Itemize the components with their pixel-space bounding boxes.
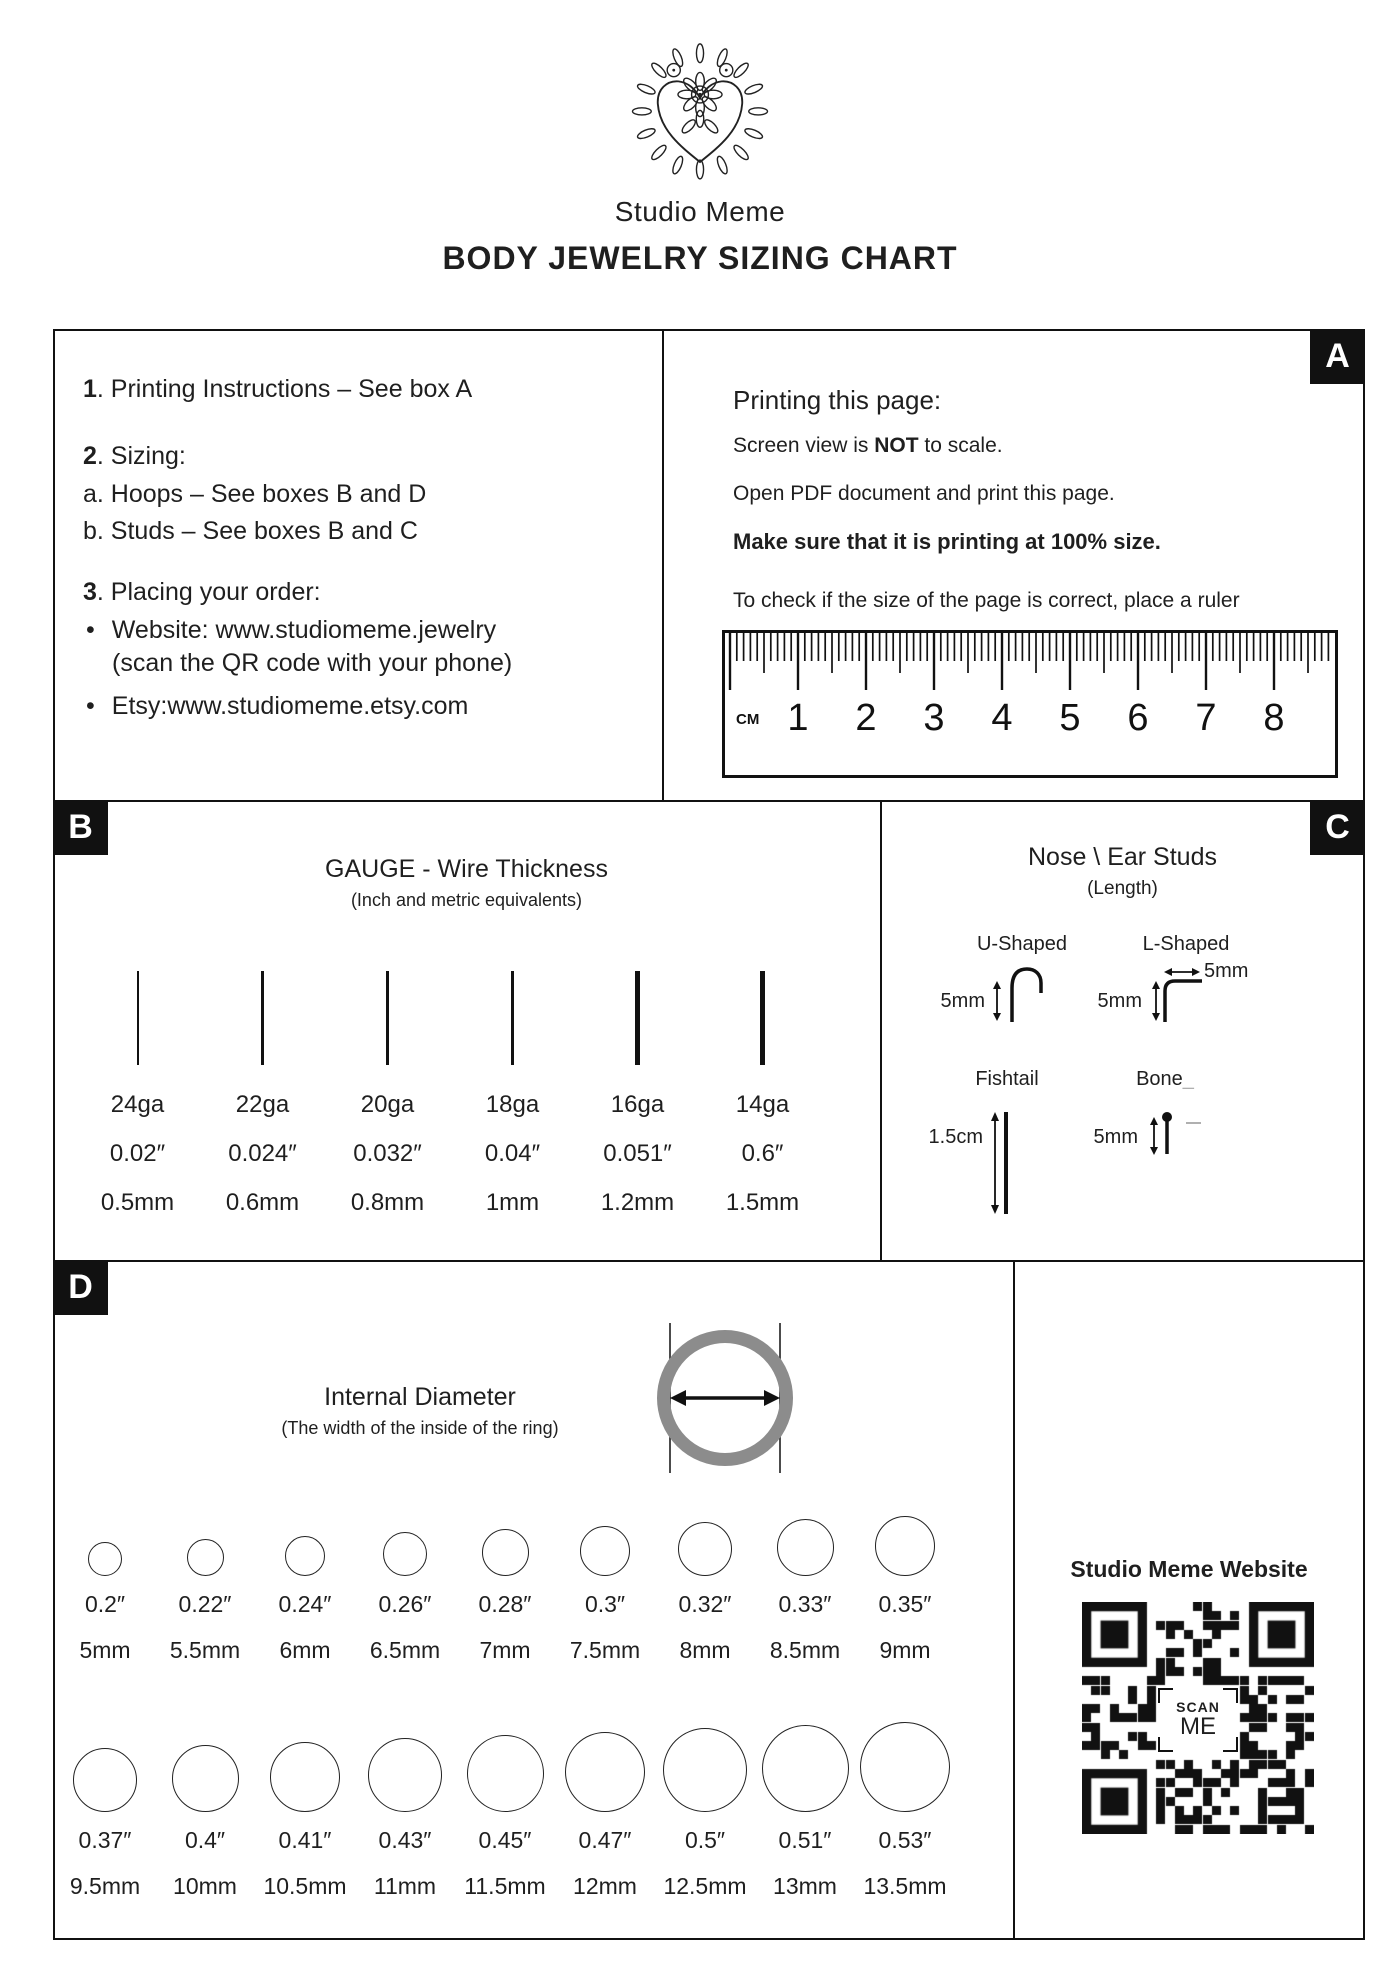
hoop-circle [383,1532,427,1576]
hoop-circle [73,1748,137,1812]
diameter-item [855,1720,955,1900]
diameter-item [755,1514,855,1664]
grid-divider-horizontal [53,1260,1365,1262]
diameter-inch-label: 0.26″ [378,1591,432,1617]
ruler-number: 4 [991,697,1013,739]
diameter-mm-label: 9.5mm [69,1873,141,1899]
hoop-circle [580,1526,630,1576]
measure-arrow-icon [991,981,1003,1021]
l-shaped-top-length: 5mm [1204,960,1249,982]
box-a-check-line-1: To check if the size of the page is correct, place a ruler [733,589,1240,612]
website-bullet-note: (scan the QR code with your phone) [112,649,513,677]
diameter-mm-label: 12.5mm [663,1873,747,1899]
box-c-subtitle: (Length) [1087,878,1158,899]
gauge-wire-line [386,971,389,1065]
diameter-item [755,1720,855,1900]
diameter-item [355,1720,455,1900]
diameter-item [55,1514,155,1664]
diameter-inch-label: 0.22″ [178,1591,232,1617]
diameter-mm-label: 6.5mm [369,1637,441,1663]
diameter-item [855,1514,955,1664]
instruction-item-2b: b. Studs – See boxes B and C [83,517,418,545]
l-shaped-stud-icon [1160,976,1208,1022]
box-a-label: A [1310,329,1365,384]
gauge-size-label: 16ga [610,1091,665,1118]
gauge-column [75,971,200,1217]
internal-diameter-ring-diagram [650,1318,810,1478]
qr-code [1082,1602,1314,1834]
fishtail-length: 1.5cm [928,1126,983,1148]
gauge-wire-line [261,971,264,1065]
hoop-circle [482,1529,529,1576]
hoop-circle [368,1738,442,1812]
hoop-circle [565,1732,645,1812]
grid-divider-horizontal [53,800,1365,802]
gauge-mm-label: 0.6mm [225,1189,300,1216]
diameter-mm-label: 11mm [373,1873,437,1899]
gauge-wire-line [635,971,640,1065]
diameter-mm-label: 12mm [573,1873,637,1899]
instruction-item-3: 3. Placing your order: [83,578,321,606]
hoop-circle [860,1722,950,1812]
instruction-item-2: 2. Sizing: [83,442,186,470]
diameter-item [555,1514,655,1664]
diameter-item [655,1514,755,1664]
diameter-item [155,1720,255,1900]
ruler-sample [722,630,1338,778]
bracket-corner-icon [1223,1737,1238,1752]
scan-me-text-bottom: ME [1180,1713,1216,1740]
diameter-mm-label: 9mm [879,1637,931,1663]
diameter-inch-label: 0.5″ [684,1827,726,1853]
box-a-open-line: Open PDF document and print this page. [733,482,1115,505]
diameter-item [455,1514,555,1664]
u-shaped-label: U-Shaped [976,933,1068,955]
diameter-inch-label: 0.32″ [678,1591,732,1617]
diameter-inch-label: 0.35″ [878,1591,932,1617]
gauge-size-label: 14ga [735,1091,790,1118]
ruler-number: 6 [1127,697,1149,739]
diameter-inch-label: 0.47″ [578,1827,632,1853]
diameter-mm-label: 6mm [279,1637,331,1663]
u-shaped-stud-icon [1008,966,1046,1024]
box-d-subtitle: (The width of the inside of the ring) [281,1418,559,1438]
hoop-circle [663,1728,747,1812]
diameter-item [355,1514,455,1664]
gauge-mm-label: 1mm [485,1189,540,1216]
gauge-inch-label: 0.051″ [603,1140,672,1167]
hoop-circle [467,1735,544,1812]
diameter-mm-label: 10mm [173,1873,237,1899]
scan-me-text-top: SCAN [1176,1699,1220,1715]
ruler-number: 1 [787,697,809,739]
hoop-circle [187,1539,224,1576]
diameter-inch-label: 0.4″ [184,1827,226,1853]
instruction-item-2a: a. Hoops – See boxes B and D [83,480,427,508]
ruler-number: 5 [1059,697,1081,739]
box-b-title: GAUGE - Wire Thickness [325,855,608,883]
bullet-icon: • [86,616,95,644]
hoop-circle [270,1742,340,1812]
hoop-circle [678,1522,732,1576]
diameter-item [155,1514,255,1664]
box-a-scale-line: Screen view is NOT to scale. [733,434,1003,457]
etsy-bullet [86,692,468,721]
gauge-size-label: 18ga [485,1091,540,1118]
hoop-circle [172,1745,239,1812]
page-title: BODY JEWELRY SIZING CHART [442,240,958,276]
brand-name: Studio Meme [614,196,786,227]
bone-label: Bone_ [1136,1068,1194,1090]
grid-divider-vertical [662,329,664,800]
diameter-mm-label: 10.5mm [263,1873,347,1899]
qr-heading: Studio Meme Website [1070,1556,1308,1582]
diameter-inch-label: 0.2″ [84,1591,126,1617]
bullet-icon: • [86,692,95,720]
hoop-circle [285,1536,325,1576]
gauge-mm-label: 0.5mm [100,1189,175,1216]
diameter-inch-label: 0.41″ [278,1827,332,1853]
diameter-item [255,1720,355,1900]
diameter-mm-label: 8.5mm [769,1637,841,1663]
bone-stud-icon [1158,1108,1180,1158]
gauge-column [575,971,700,1217]
diameter-inch-label: 0.45″ [478,1827,532,1853]
diameter-mm-label: 11.5mm [464,1873,546,1899]
diameter-mm-label: 5.5mm [169,1637,241,1663]
gauge-inch-label: 0.6″ [741,1140,784,1167]
website-bullet [86,616,496,645]
gauge-size-label: 24ga [110,1091,165,1118]
measure-arrow-icon [989,1112,1001,1214]
diameter-inch-label: 0.53″ [878,1827,932,1853]
bone-length: 5mm [1093,1126,1138,1148]
box-c-title: Nose \ Ear Studs [1028,843,1217,871]
diameter-mm-label: 13mm [773,1873,837,1899]
box-a-bold-line: Make sure that it is printing at 100% size. [733,529,1161,554]
ruler-number: 8 [1263,697,1285,739]
diameter-inch-label: 0.28″ [478,1591,532,1617]
diameter-mm-label: 8mm [679,1637,731,1663]
gauge-inch-label: 0.032″ [353,1140,422,1167]
box-c-label: C [1310,800,1365,855]
gauge-wire-line [511,971,515,1065]
diameter-inch-label: 0.51″ [778,1827,832,1853]
artifact-dash [1186,1122,1201,1124]
diameter-item [255,1514,355,1664]
grid-divider-vertical [1013,1260,1015,1940]
box-d-label: D [53,1260,108,1315]
etsy-url: Etsy:www.studiomeme.etsy.com [111,692,469,720]
gauge-wire-line [137,971,139,1065]
diameter-item [655,1720,755,1900]
diameter-mm-label: 7.5mm [569,1637,641,1663]
floral-heart-logo-icon [625,42,775,192]
box-a-heading: Printing this page: [733,385,942,415]
diameter-inch-label: 0.43″ [378,1827,432,1853]
scan-me-badge [1158,1688,1238,1752]
l-shaped-label: L-Shaped [1142,933,1230,955]
gauge-wire-line [760,971,766,1065]
ruler-number: 3 [923,697,945,739]
ruler-number: 2 [855,697,877,739]
diameter-item [555,1720,655,1900]
bracket-corner-icon [1223,1688,1238,1703]
bracket-corner-icon [1158,1737,1173,1752]
gauge-inch-label: 0.024″ [228,1140,297,1167]
diameter-item [455,1720,555,1900]
ruler-unit-label: CM [736,711,760,728]
diameter-inch-label: 0.33″ [778,1591,832,1617]
diameter-row-small [55,1514,955,1664]
hoop-circle [777,1519,834,1576]
fishtail-stud-icon [1004,1112,1008,1214]
gauge-table [75,971,825,1217]
box-d-title: Internal Diameter [324,1383,516,1411]
hoop-circle [88,1542,122,1576]
gauge-inch-label: 0.04″ [484,1140,541,1167]
gauge-inch-label: 0.02″ [109,1140,166,1167]
gauge-column [450,971,575,1217]
diameter-mm-label: 13.5mm [863,1873,947,1899]
u-shaped-length: 5mm [940,990,985,1012]
box-b-label: B [53,800,108,855]
gauge-mm-label: 0.8mm [350,1189,425,1216]
diameter-inch-label: 0.3″ [584,1591,626,1617]
gauge-column [700,971,825,1217]
gauge-size-label: 20ga [360,1091,415,1118]
hoop-circle [762,1725,849,1812]
diameter-item [55,1720,155,1900]
gauge-column [325,971,450,1217]
hoop-circle [875,1516,935,1576]
diameter-mm-label: 7mm [479,1637,531,1663]
fishtail-label: Fishtail [975,1068,1039,1090]
website-url: Website: www.studiomeme.jewelry [111,616,497,644]
gauge-mm-label: 1.5mm [725,1189,800,1216]
ruler-number: 7 [1195,697,1217,739]
l-shaped-side-length: 5mm [1097,990,1142,1012]
gauge-column [200,971,325,1217]
bracket-corner-icon [1158,1688,1173,1703]
diameter-row-large [55,1720,955,1900]
diameter-inch-label: 0.37″ [78,1827,132,1853]
diameter-inch-label: 0.24″ [278,1591,332,1617]
box-b-subtitle: (Inch and metric equivalents) [350,890,583,910]
gauge-mm-label: 1.2mm [600,1189,675,1216]
diameter-mm-label: 5mm [79,1637,131,1663]
gauge-size-label: 22ga [235,1091,290,1118]
instruction-item-1: 1. Printing Instructions – See box A [83,375,473,403]
